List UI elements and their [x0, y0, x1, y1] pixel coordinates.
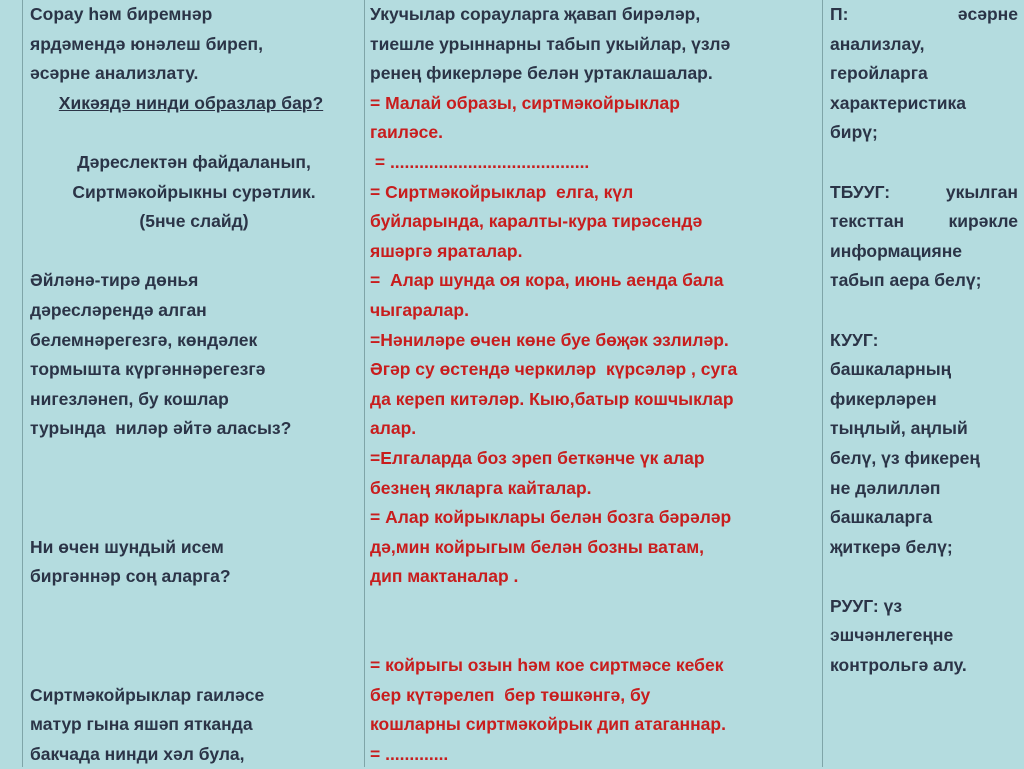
text-line: анализлау,	[830, 33, 925, 54]
answer-line: бер күтәрелеп бер төшкәнгә, бу	[370, 684, 651, 705]
answer-line: буйларында, каралты-кура тирәсендә	[370, 211, 703, 232]
text-line: Дәреслектән файдаланып,	[77, 151, 311, 172]
teacher-activity-column	[30, 0, 358, 769]
answer-line: дип мактаналар .	[370, 566, 519, 587]
table-border-col2	[822, 0, 823, 767]
text-word: укылган	[945, 181, 1018, 202]
blank-line	[830, 296, 1018, 326]
text-line: тормышта күргәннәрегезгә	[30, 359, 266, 380]
student-activity-column	[370, 0, 810, 769]
text-line: ярдәмендә юнәлеш биреп,	[30, 33, 263, 54]
blank-line	[30, 592, 358, 622]
text-line: нигезләнеп, бу кошлар	[30, 388, 229, 409]
text-line: бирү;	[830, 122, 878, 143]
text-line: башкаларның	[830, 359, 952, 380]
text-line-justified	[830, 178, 1018, 208]
text-line-justified	[830, 0, 1018, 30]
text-line: әсәрне анализлату.	[30, 63, 199, 84]
answer-line: дә,мин койрыгым белән бозны ватам,	[370, 536, 705, 557]
question-underlined: Хикәядә нинди образлар бар?	[58, 92, 324, 113]
text-line: ренең фикерләре белән уртаклашалар.	[370, 63, 713, 84]
text-line: турында ниләр әйтә аласыз?	[30, 418, 292, 439]
text-line: геройларга	[830, 63, 928, 84]
text-line-justified	[830, 207, 1018, 237]
blank-line	[370, 592, 810, 622]
text-line: информацияне	[830, 240, 963, 261]
answer-line: да кереп китәләр. Кыю,батыр кошчыклар	[370, 388, 734, 409]
text-line: тиешле урыннарны табып укыйлар, үзлә	[370, 33, 731, 54]
table-border-left	[22, 0, 23, 767]
answer-line: = Алар койрыклары белән бозга бәрәләр	[370, 507, 732, 528]
blank-line	[30, 237, 358, 267]
answer-line: =Нәниләре өчен көне буе бөҗәк эзлиләр.	[370, 329, 729, 350]
text-line: КУУГ:	[830, 329, 879, 350]
answer-line: кошларны сиртмәкойрык дип атаганнар.	[370, 714, 726, 735]
text-line: Әйләнә-тирә дөнья	[30, 270, 199, 291]
blank-line	[30, 621, 358, 651]
answer-line: безнең якларга кайталар.	[370, 477, 592, 498]
text-word: кирәкле	[948, 211, 1018, 232]
text-line: характеристика	[830, 92, 966, 113]
text-line: белү, үз фикерең	[830, 447, 980, 468]
blank-line	[830, 148, 1018, 178]
blank-line	[30, 503, 358, 533]
text-line: контрольгә алу.	[830, 655, 967, 676]
text-line: бакчада нинди хәл була,	[30, 743, 245, 764]
blank-line	[370, 621, 810, 651]
answer-line: алар.	[370, 418, 417, 439]
text-word: тексттан	[830, 211, 905, 232]
answer-line: = .........................................	[370, 151, 590, 172]
text-line: Сиртмәкойрыклар гаиләсе	[30, 684, 265, 705]
text-word: әсәрне	[957, 4, 1018, 24]
answer-line: =Елгаларда боз эреп беткәнче үк алар	[370, 447, 705, 468]
answer-line: = Сиртмәкойрыклар елга, күл	[370, 181, 634, 202]
answer-line: = Малай образы, сиртмәкойрыклар	[370, 92, 680, 113]
text-line: эшчәнлегеңне	[830, 625, 954, 646]
learning-outcomes-column	[830, 0, 1018, 681]
text-line: Сорау һәм биремнәр	[30, 4, 213, 24]
answer-line: гаиләсе.	[370, 122, 443, 143]
text-line: Укучылар сорауларга җавап бирәләр,	[370, 4, 701, 24]
answer-line: Әгәр су өстендә черкиләр күрсәләр , суга	[370, 359, 738, 380]
text-word: ТБУУГ:	[830, 181, 891, 202]
text-line: Сиртмәкойрыкны сурәтлик.	[72, 181, 316, 202]
blank-line	[830, 562, 1018, 592]
text-line: фикерләрен	[830, 388, 937, 409]
blank-line	[30, 444, 358, 474]
text-line: матур гына яшәп ятканда	[30, 714, 253, 735]
text-line: РУУГ: үз	[830, 595, 903, 616]
answer-line: яшәргә яраталар.	[370, 240, 523, 261]
text-line: биргәннәр соң аларга?	[30, 566, 231, 587]
text-line: Ни өчен шундый исем	[30, 536, 224, 557]
blank-line	[30, 474, 358, 504]
answer-line: = .............	[370, 743, 449, 764]
text-line: не дәлилләп	[830, 477, 941, 498]
blank-line	[30, 651, 358, 681]
table-border-col1	[364, 0, 365, 767]
text-line: башкаларга	[830, 507, 933, 528]
text-line: тыңлый, аңлый	[830, 418, 968, 439]
text-line: дәресләрендә алган	[30, 299, 207, 320]
answer-line: = койрыгы озын һәм кое сиртмәсе кебек	[370, 655, 724, 676]
text-line: табып аера белү;	[830, 270, 982, 291]
answer-line: чыгаралар.	[370, 299, 469, 320]
answer-line: = Алар шунда оя кора, июнь аенда бала	[370, 270, 724, 291]
blank-line	[30, 118, 358, 148]
text-line: җиткерә белү;	[830, 536, 953, 557]
text-line: (5нче слайд)	[139, 211, 249, 232]
text-word: П:	[830, 4, 849, 24]
text-line: белемнәрегезгә, көндәлек	[30, 329, 258, 350]
